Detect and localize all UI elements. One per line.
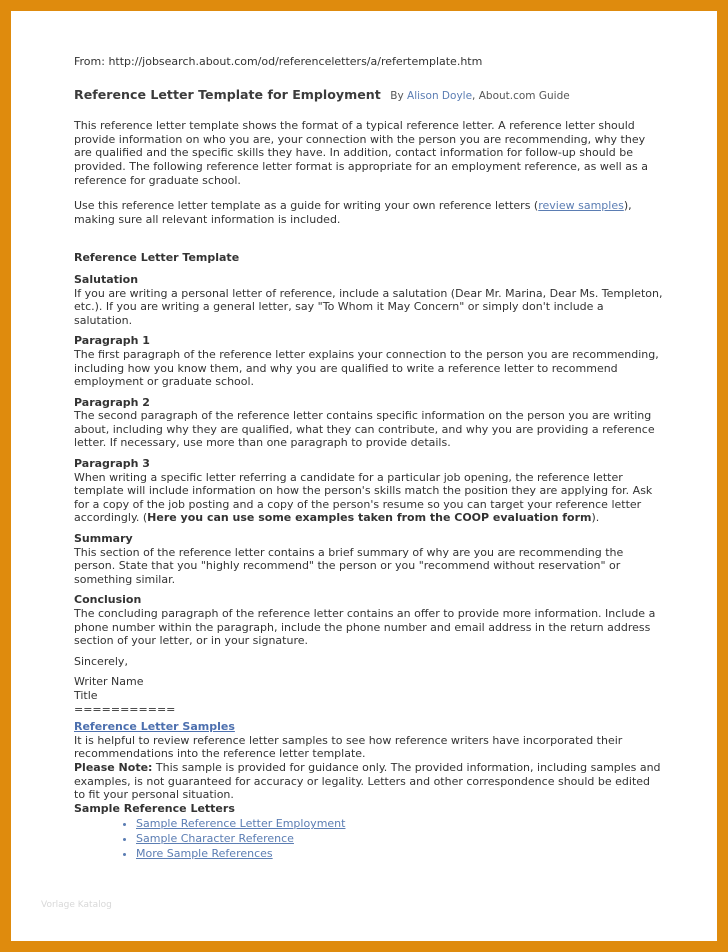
template-heading: Reference Letter Template	[74, 251, 240, 265]
list-item	[136, 832, 664, 846]
sample-link-character[interactable]: Sample Character Reference	[136, 831, 294, 845]
section-conclusion	[74, 593, 664, 647]
section-title: Paragraph 1	[74, 334, 150, 348]
intro-paragraph-2	[74, 199, 664, 226]
intro-paragraph: This reference letter template shows the format of a typical reference letter. A reference letter should provide information on who you are, your connection with the person you are recommending, why they are qualified and the specific skills they have. In addition, contact information for follow-up should be provided. The following reference letter format is appropriate for an employment reference, as well as a reference for graduate school.	[74, 119, 648, 187]
sample-letters-heading: Sample Reference Letters	[74, 801, 235, 815]
sample-link-more[interactable]: More Sample References	[136, 846, 273, 860]
intro2-before: Use this reference letter template as a guide for writing your own reference letters (	[74, 199, 539, 213]
note-text: This sample is provided for guidance only. The provided information, including samples and examples, is not guaranteed for accuracy or legality. Letters and other correspondence should be edited to fit your personal situation.	[74, 760, 661, 802]
document-title: Reference Letter Template for Employment	[74, 86, 381, 102]
byline-suffix: , About.com Guide	[472, 89, 570, 102]
byline-prefix: By	[390, 89, 404, 102]
section-salutation	[74, 273, 664, 327]
watermark: Vorlage Katalog	[41, 900, 112, 910]
please-note	[74, 761, 664, 802]
title-line	[74, 88, 664, 104]
coop-emphasis: Here you can use some examples taken from the COOP evaluation form	[147, 511, 592, 525]
separator-line: ===========	[74, 702, 176, 716]
samples-heading-link[interactable]: Reference Letter Samples	[74, 720, 235, 734]
section-title: Paragraph 2	[74, 395, 150, 409]
section-body	[74, 471, 664, 525]
source-url-line: From: http://jobsearch.about.com/od/referenceletters/a/refertemplate.htm	[74, 55, 483, 68]
section-title: Summary	[74, 532, 133, 546]
list-item	[136, 817, 664, 831]
section-paragraph-3	[74, 457, 664, 525]
section-body: If you are writing a personal letter of reference, include a salutation (Dear Mr. Marina, Dear Ms. Templeton, etc.). If you are writing a general letter, say "To Whom it May Concern" or simply don't include a salutation.	[74, 286, 663, 327]
section-title: Conclusion	[74, 593, 142, 607]
section-summary	[74, 532, 664, 586]
section-body: The concluding paragraph of the reference letter contains an offer to provide more information. Include a phone number within the paragraph, include the phone number and email address in the return address section of your letter, or in your signature.	[74, 607, 656, 648]
section-body: The first paragraph of the reference letter explains your connection to the person you are recommending, including how you know them, and why you are qualified to write a reference letter to recommend employment or graduate school.	[74, 347, 659, 389]
section-title: Salutation	[74, 272, 139, 286]
closing: Sincerely,	[74, 654, 128, 668]
document-page	[11, 11, 717, 941]
section-body: This section of the reference letter contains a brief summary of why are you are recommending the person. State that you "highly recommend" the person or you "recommend without reservation" or something similar.	[74, 545, 624, 586]
byline	[390, 90, 569, 102]
note-label: Please Note:	[74, 760, 153, 774]
document-content	[74, 55, 664, 861]
intro2-after: ), making sure all relevant information is included.	[74, 199, 632, 226]
samples-intro: It is helpful to review reference letter samples to see how reference writers have incorporated their recommendations into the reference letter template.	[74, 733, 623, 761]
list-item	[136, 847, 664, 861]
writer-name: Writer Name	[74, 675, 144, 689]
section-body: The second paragraph of the reference letter contains specific information on the person you are writing about, including why they are qualified, what they can contribute, and why you are providing a reference letter. If necessary, use more than one paragraph to provide details.	[74, 409, 655, 450]
section-body-after: ).	[591, 511, 600, 525]
sample-links-list	[74, 817, 664, 860]
review-samples-link[interactable]: review samples	[538, 199, 624, 213]
writer-title: Title	[74, 688, 98, 702]
section-paragraph-2	[74, 396, 664, 450]
section-paragraph-1	[74, 334, 664, 388]
section-title: Paragraph 3	[74, 457, 150, 471]
sample-link-employment[interactable]: Sample Reference Letter Employment	[136, 817, 346, 831]
section-body-text: When writing a specific letter referring a candidate for a particular job opening, the reference letter template will include information on how the person's skills match the position they are applying for. Ask for a copy of the job posting and a copy of the person's resume so you can target your reference letter accordingly. (	[74, 470, 653, 525]
author-link[interactable]: Alison Doyle	[407, 89, 473, 102]
